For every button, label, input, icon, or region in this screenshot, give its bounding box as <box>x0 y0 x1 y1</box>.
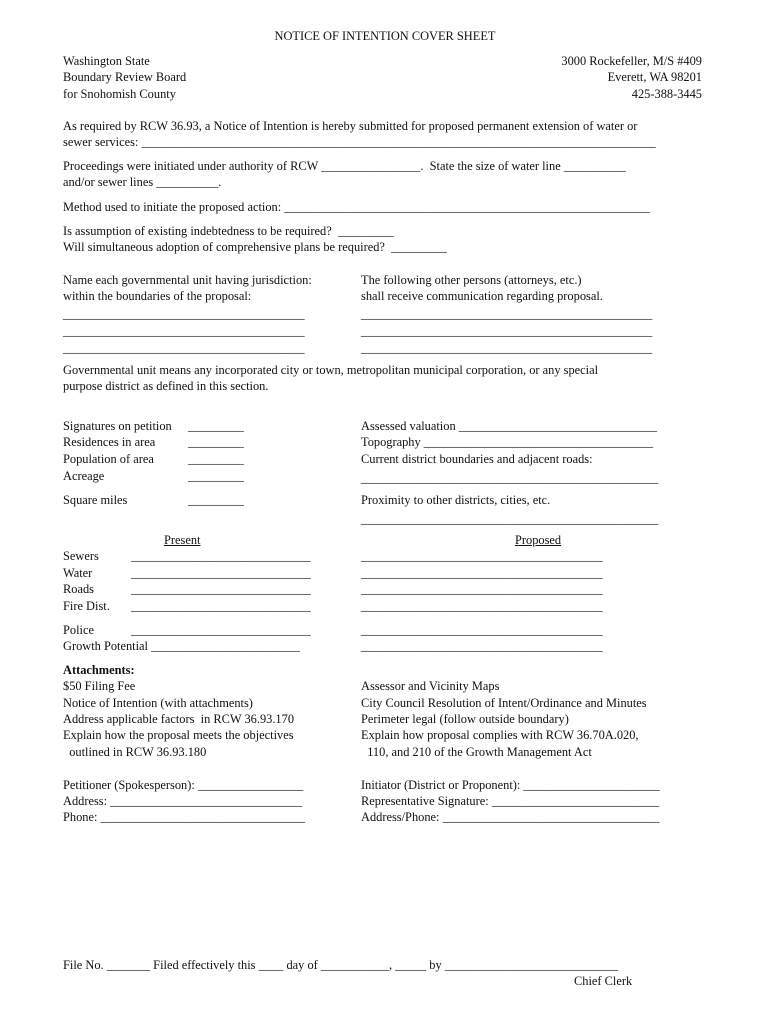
attachment-item: $50 Filing Fee <box>63 679 136 693</box>
petitioner-field[interactable]: Petitioner (Spokesperson): _________________ <box>63 778 304 792</box>
assessed-valuation-field[interactable]: Assessed valuation ________________________________ <box>361 419 657 433</box>
square-miles-field[interactable]: _________ <box>188 493 244 507</box>
attachment-item: Explain how the proposal meets the objectives <box>63 728 294 742</box>
present-heading: Present <box>164 533 201 547</box>
sewer-services-field[interactable]: sewer services: ___________________________________________________________________________________ <box>63 135 656 149</box>
signatures-label: Signatures on petition <box>63 419 172 433</box>
address-line-3: 425-388-3445 <box>631 87 702 101</box>
other-persons-label-1: The following other persons (attorneys, etc.) <box>361 273 582 287</box>
present-fire-field[interactable]: _____________________________ <box>131 599 311 613</box>
attachment-item: outlined in RCW 36.93.180 <box>63 745 207 759</box>
org-line-2: Boundary Review Board <box>63 70 187 84</box>
residences-label: Residences in area <box>63 435 156 449</box>
residences-field[interactable]: _________ <box>188 435 244 449</box>
population-label: Population of area <box>63 452 154 466</box>
other-persons-line[interactable]: _______________________________________________ <box>361 341 653 355</box>
address-line-1: 3000 Rockefeller, M/S #409 <box>561 54 702 68</box>
topography-field[interactable]: Topography _____________________________________ <box>361 435 654 449</box>
proposed-sewers-field[interactable]: _______________________________________ <box>361 549 603 563</box>
police-label: Police <box>63 623 94 637</box>
jurisdiction-line[interactable]: _______________________________________ <box>63 324 305 338</box>
petitioner-phone-field[interactable]: Phone: _________________________________ <box>63 810 305 824</box>
petitioner-address-field[interactable]: Address: _______________________________ <box>63 794 303 808</box>
acreage-field[interactable]: _________ <box>188 469 244 483</box>
growth-potential-field[interactable]: Growth Potential ________________________ <box>63 639 300 653</box>
jurisdiction-line[interactable]: _______________________________________ <box>63 341 305 355</box>
definition-line-1: Governmental unit means any incorporated city or town, metropolitan municipal corporation, or any special <box>63 363 599 377</box>
proposed-water-field[interactable]: _______________________________________ <box>361 566 603 580</box>
signatures-field[interactable]: _________ <box>188 419 244 433</box>
attachment-item: Explain how proposal complies with RCW 36.70A.020, <box>361 728 639 742</box>
boundaries-label: Current district boundaries and adjacent roads: <box>361 452 593 466</box>
attachment-item: Assessor and Vicinity Maps <box>361 679 500 693</box>
attachments-heading: Attachments: <box>63 663 135 677</box>
present-water-field[interactable]: _____________________________ <box>131 566 311 580</box>
acreage-label: Acreage <box>63 469 105 483</box>
file-number-line[interactable]: File No. _______ Filed effectively this ____ day of ___________, _____ by ____________________________ <box>63 958 619 972</box>
fire-dist-label: Fire Dist. <box>63 599 110 613</box>
comprehensive-plans-field[interactable]: Will simultaneous adoption of comprehensive plans be required? _________ <box>63 240 447 254</box>
boundaries-line[interactable]: ________________________________________________ <box>361 471 659 485</box>
rcw-authority-field[interactable]: Proceedings were initiated under authority of RCW ________________. State the size of water line __________ <box>63 159 626 173</box>
proposed-growth-field[interactable]: _______________________________________ <box>361 639 603 653</box>
other-persons-line[interactable]: _______________________________________________ <box>361 324 653 338</box>
method-field[interactable]: Method used to initiate the proposed action: ___________________________________________________________ <box>63 200 650 214</box>
jurisdiction-line[interactable]: _______________________________________ <box>63 307 305 321</box>
other-persons-label-2: shall receive communication regarding proposal. <box>361 289 603 303</box>
intro-line-1: As required by RCW 36.93, a Notice of Intention is hereby submitted for proposed permanent extension of water or <box>63 119 638 133</box>
proposed-heading: Proposed <box>515 533 562 547</box>
definition-line-2: purpose district as defined in this section. <box>63 379 269 393</box>
representative-signature-field[interactable]: Representative Signature: ___________________________ <box>361 794 660 808</box>
initiator-field[interactable]: Initiator (District or Proponent): ______________________ <box>361 778 660 792</box>
jurisdiction-label-1: Name each governmental unit having jurisdiction: <box>63 273 312 287</box>
initiator-address-phone-field[interactable]: Address/Phone: ___________________________________ <box>361 810 660 824</box>
page-title: NOTICE OF INTENTION COVER SHEET <box>274 29 496 43</box>
org-line-3: for Snohomish County <box>63 87 176 101</box>
attachment-item: 110, and 210 of the Growth Management Act <box>361 745 592 759</box>
chief-clerk-label: Chief Clerk <box>574 974 633 988</box>
org-line-1: Washington State <box>63 54 150 68</box>
other-persons-line[interactable]: _______________________________________________ <box>361 307 653 321</box>
address-line-2: Everett, WA 98201 <box>607 70 702 84</box>
sewer-lines-field[interactable]: and/or sewer lines __________. <box>63 175 222 189</box>
roads-label: Roads <box>63 582 94 596</box>
proposed-fire-field[interactable]: _______________________________________ <box>361 599 603 613</box>
population-field[interactable]: _________ <box>188 452 244 466</box>
present-roads-field[interactable]: _____________________________ <box>131 582 311 596</box>
square-miles-label: Square miles <box>63 493 128 507</box>
proposed-police-field[interactable]: _______________________________________ <box>361 623 603 637</box>
sewers-label: Sewers <box>63 549 99 563</box>
attachment-item: Perimeter legal (follow outside boundary) <box>361 712 569 726</box>
water-label: Water <box>63 566 93 580</box>
attachment-item: Notice of Intention (with attachments) <box>63 696 253 710</box>
proximity-label: Proximity to other districts, cities, etc. <box>361 493 551 507</box>
attachment-item: Address applicable factors in RCW 36.93.170 <box>63 712 295 726</box>
present-sewers-field[interactable]: _____________________________ <box>131 549 311 563</box>
attachment-item: City Council Resolution of Intent/Ordinance and Minutes <box>361 696 647 710</box>
indebtedness-field[interactable]: Is assumption of existing indebtedness to be required? _________ <box>63 224 394 238</box>
jurisdiction-label-2: within the boundaries of the proposal: <box>63 289 252 303</box>
proximity-line[interactable]: ________________________________________________ <box>361 512 659 526</box>
proposed-roads-field[interactable]: _______________________________________ <box>361 582 603 596</box>
present-police-field[interactable]: _____________________________ <box>131 623 311 637</box>
